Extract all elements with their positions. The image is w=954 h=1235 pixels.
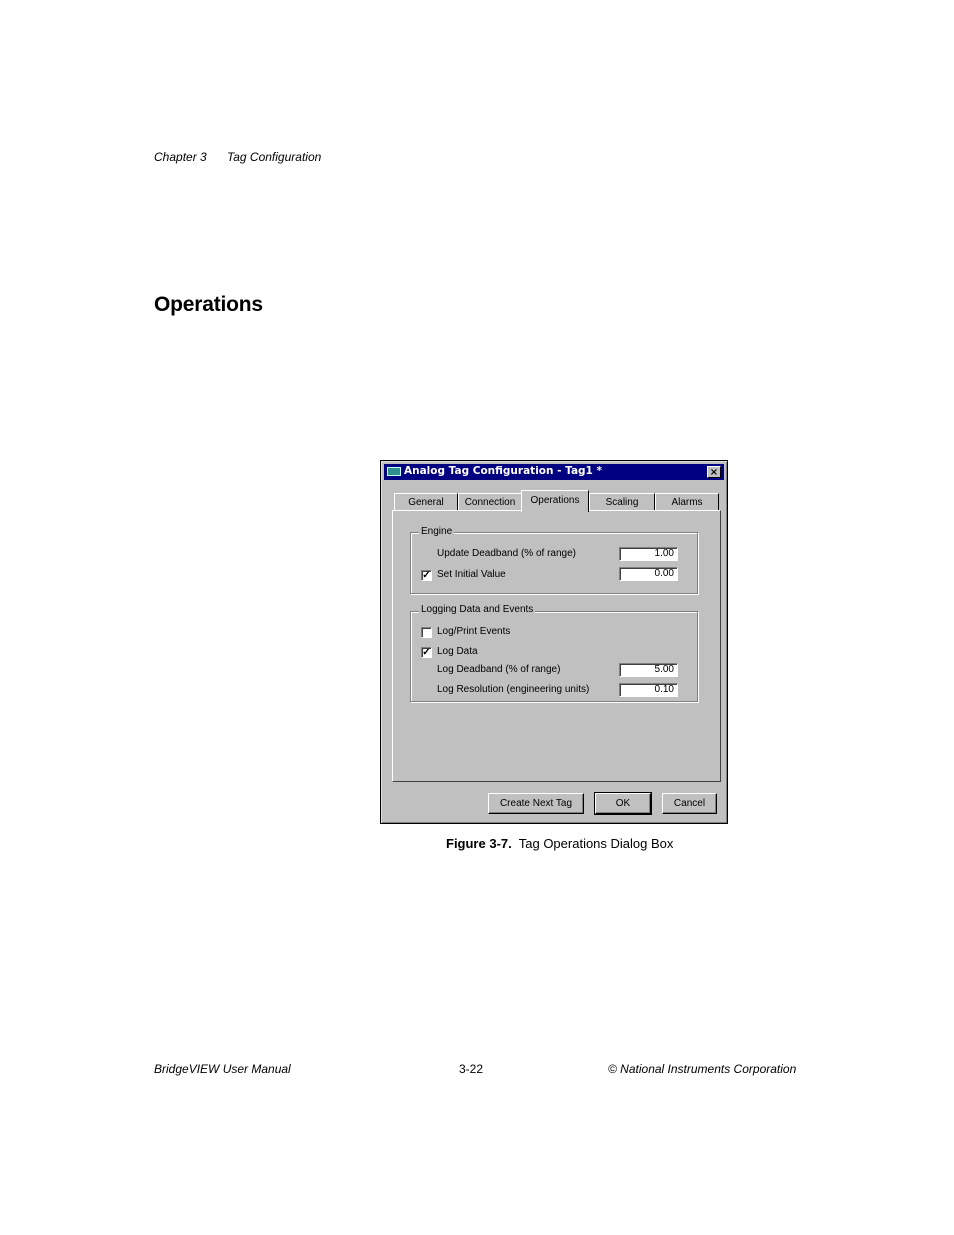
figure-caption — [446, 836, 673, 851]
set-initial-value-checkbox[interactable] — [421, 570, 432, 581]
footer-page-number: 3-22 — [459, 1062, 484, 1076]
dialog-title: Analog Tag Configuration - Tag1 * — [404, 465, 603, 477]
logging-group-label: Logging Data and Events — [421, 604, 534, 615]
footer-copyright: © National Instruments Corporation — [608, 1062, 797, 1076]
dialog-title-bar[interactable] — [384, 464, 724, 480]
log-print-events-label: Log/Print Events — [437, 626, 511, 637]
tab-connection[interactable]: Connection — [458, 493, 522, 511]
tab-general[interactable]: General — [394, 493, 458, 511]
running-header-chapter: Chapter 3 — [154, 150, 207, 164]
log-resolution-label: Log Resolution (engineering units) — [437, 684, 590, 695]
figure-caption-text: Tag Operations Dialog Box — [518, 836, 674, 851]
ok-button[interactable]: OK — [595, 793, 651, 814]
log-resolution-field[interactable]: 0.10 — [619, 683, 678, 697]
create-next-tag-button[interactable]: Create Next Tag — [488, 793, 584, 814]
initial-value-field[interactable]: 0.00 — [619, 567, 678, 581]
engine-group — [410, 532, 698, 594]
footer-manual-title: BridgeVIEW User Manual — [154, 1062, 291, 1076]
log-deadband-label: Log Deadband (% of range) — [437, 664, 561, 675]
tab-operations[interactable]: Operations — [521, 490, 589, 512]
tab-scaling[interactable]: Scaling — [589, 493, 655, 511]
log-data-checkbox[interactable] — [421, 647, 432, 658]
cancel-button[interactable]: Cancel — [662, 793, 717, 814]
log-print-events-checkbox[interactable] — [421, 627, 432, 638]
checkmark-icon: ✓ — [422, 570, 431, 581]
update-deadband-field[interactable]: 1.00 — [619, 547, 678, 561]
section-heading: Operations — [154, 293, 263, 316]
figure-number: Figure 3-7. — [446, 836, 512, 851]
close-icon[interactable]: × — [707, 466, 721, 478]
log-data-label: Log Data — [437, 646, 478, 657]
running-header-title: Tag Configuration — [227, 150, 322, 164]
log-deadband-field[interactable]: 5.00 — [619, 663, 678, 677]
checkmark-icon: ✓ — [422, 647, 431, 658]
engine-group-label: Engine — [421, 526, 453, 537]
update-deadband-label: Update Deadband (% of range) — [437, 548, 576, 559]
tab-alarms[interactable]: Alarms — [655, 493, 719, 511]
set-initial-value-label: Set Initial Value — [437, 569, 506, 580]
app-icon — [387, 467, 401, 476]
